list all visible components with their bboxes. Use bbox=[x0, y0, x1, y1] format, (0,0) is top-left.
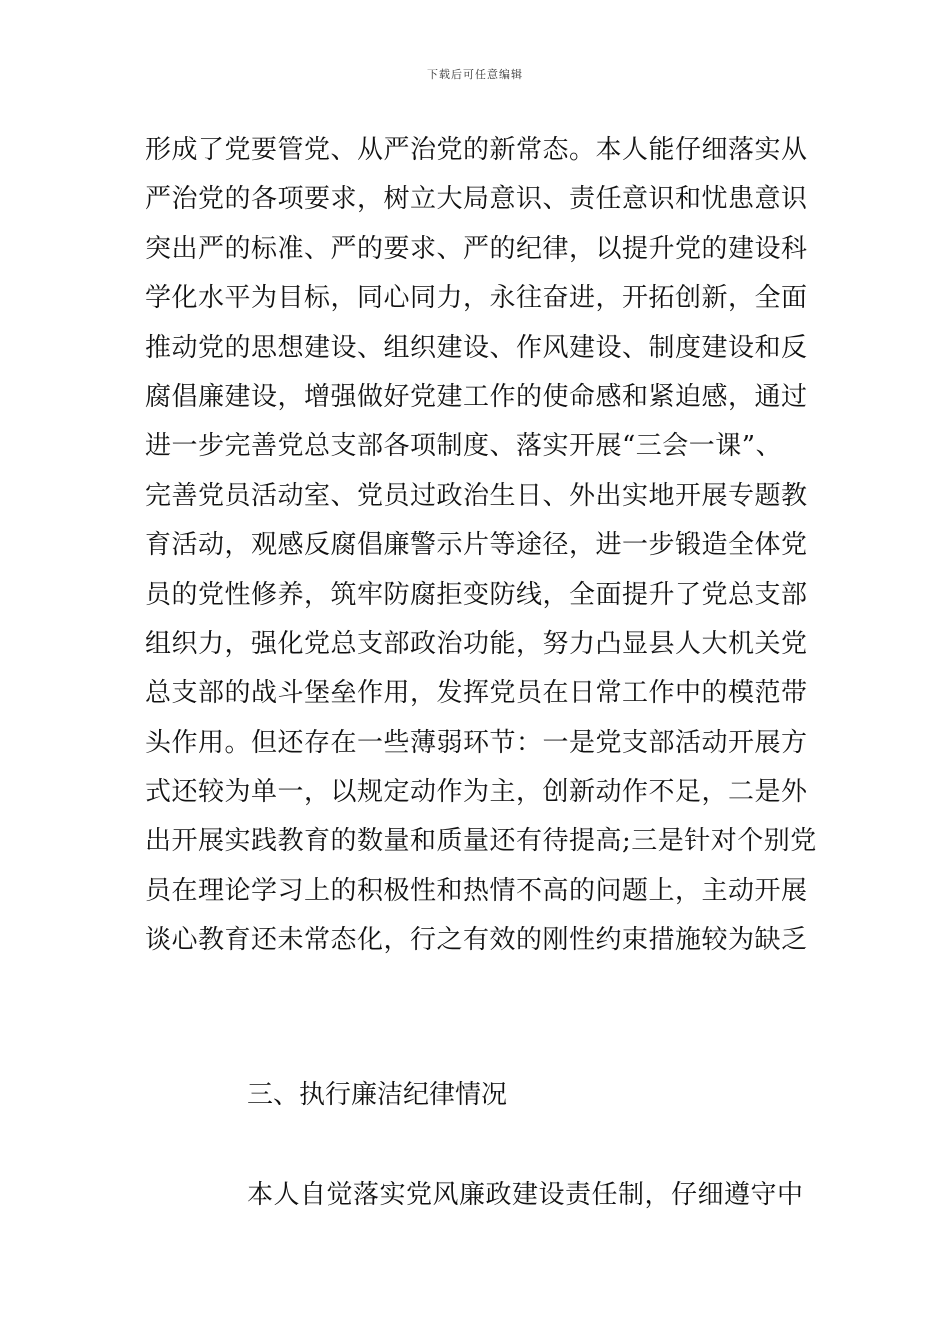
body-text bbox=[145, 126, 817, 966]
text-line: 员在理论学习上的积极性和热情不高的问题上，主动开展 bbox=[145, 875, 808, 906]
text-line: 组织力，强化党总支部政治功能，努力凸显县人大机关党 bbox=[145, 628, 808, 659]
text-line: 学化水平为目标，同心同力，永往奋进，开拓创新，全面 bbox=[145, 283, 808, 314]
text-line: 式还较为单一，以规定动作为主，创新动作不足，二是外 bbox=[145, 777, 808, 808]
text-line: 总支部的战斗堡垒作用，发挥党员在日常工作中的模范带 bbox=[145, 678, 808, 709]
text-line: 出开展实践教育的数量和质量还有待提高;三是针对个别党 bbox=[145, 826, 817, 857]
text-line: 腐倡廉建设，增强做好党建工作的使命感和紧迫感，通过 bbox=[145, 381, 808, 412]
text-line: 育活动，观感反腐倡廉警示片等途径，进一步锻造全体党 bbox=[145, 530, 808, 561]
text-line: 推动党的思想建设、组织建设、作风建设、制度建设和反 bbox=[145, 332, 808, 363]
text-line: 严治党的各项要求，树立大局意识、责任意识和忧患意识 bbox=[145, 184, 808, 215]
section-heading: 三、执行廉洁纪律情况 bbox=[247, 1080, 508, 1110]
section-paragraph: 本人自觉落实党风廉政建设责任制，仔细遵守中 bbox=[247, 1180, 804, 1210]
text-line: 员的党性修养，筑牢防腐拒变防线，全面提升了党总支部 bbox=[145, 579, 808, 610]
text-line: 突出严的标准、严的要求、严的纪律，以提升党的建设科 bbox=[145, 233, 808, 264]
download-note: 下载后可任意编辑 bbox=[427, 68, 523, 81]
text-line: 进一步完善党总支部各项制度、落实开展“三会一课”、 bbox=[145, 431, 783, 462]
text-line: 谈心教育还未常态化，行之有效的刚性约束措施较为缺乏 bbox=[145, 925, 808, 956]
text-line: 完善党员活动室、党员过政治生日、外出实地开展专题教 bbox=[145, 480, 808, 511]
text-line: 头作用。但还存在一些薄弱环节：一是党支部活动开展方 bbox=[145, 727, 808, 758]
text-line: 形成了党要管党、从严治党的新常态。本人能仔细落实从 bbox=[145, 135, 808, 165]
